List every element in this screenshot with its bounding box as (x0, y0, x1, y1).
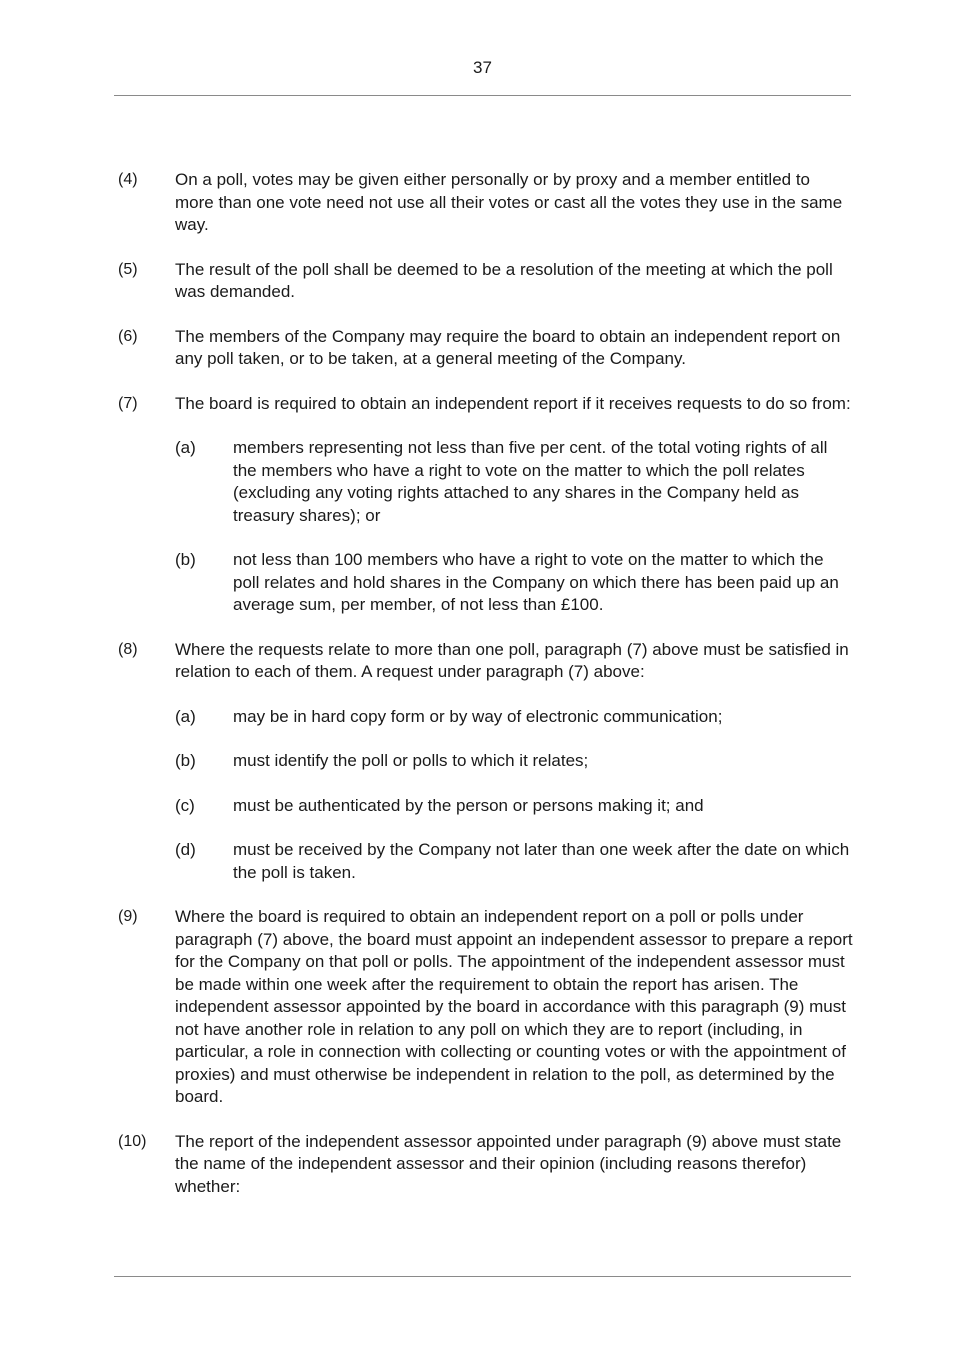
paragraph-text: The members of the Company may require the board to obtain an independent report on any poll taken, or to be taken, at a general meeting of the Company. (175, 326, 841, 368)
subparagraph-text: not less than 100 members who have a right to vote on the matter to which the poll relates and hold shares in the Company on which there has been paid up an average sum, per member, of not less than £100. (233, 550, 839, 614)
header-rule (114, 95, 851, 96)
paragraph-10 (118, 1131, 853, 1199)
footer-rule (114, 1276, 851, 1277)
subparagraph-text: may be in hard copy form or by way of electronic communication; (233, 706, 723, 726)
paragraph-number: (8) (118, 640, 138, 658)
subparagraph-7b (175, 549, 853, 617)
paragraph-5 (118, 259, 853, 304)
paragraph-number: (10) (118, 1132, 147, 1150)
paragraph-number: (7) (118, 394, 138, 412)
paragraph-9 (118, 906, 853, 1109)
paragraph-text: Where the board is required to obtain an independent report on a poll or polls under paragraph (7) above, the board must appoint an independent assessor to prepare a report for the Company on that poll or polls. The appointment of the independent assessor must be made within one week after the requirement to obtain the report has arisen. The independent assessor appointed by the board in accordance with this paragraph (9) must not have another role in relation to any poll on which they are to report (including, in particular, a role in connection with collecting or counting votes or with the appointment of proxies) and must otherwise be independent in relation to the poll, as determined by the board. (175, 907, 853, 1106)
document-body (118, 169, 853, 1220)
subparagraph-letter: (a) (175, 706, 196, 726)
paragraph-text: The report of the independent assessor appointed under paragraph (9) above must state the name of the independent assessor and their opinion (including reasons therefor) whether: (175, 1131, 842, 1196)
subparagraph-8a (175, 706, 853, 729)
subparagraph-8c (175, 795, 853, 818)
subparagraph-letter: (a) (175, 438, 196, 457)
paragraph-6 (118, 326, 853, 371)
paragraph-text: The result of the poll shall be deemed to be a resolution of the meeting at which the poll was demanded. (175, 259, 833, 301)
subparagraph-8b (175, 750, 853, 773)
page-number: 37 (473, 58, 492, 77)
subparagraph-text: members representing not less than five per cent. of the total voting rights of all the members who have a right to vote on the matter to which the poll relates (excluding any voting rights attached to any shares in the Company held as treasury shares); or (233, 438, 828, 525)
subparagraph-letter: (b) (175, 751, 196, 770)
paragraph-number: (4) (118, 171, 138, 188)
paragraph-number: (6) (118, 327, 138, 345)
subparagraph-text: must be authenticated by the person or persons making it; and (233, 795, 704, 815)
subparagraph-letter: (c) (175, 795, 195, 815)
subparagraph-7a (175, 437, 853, 527)
paragraph-text: Where the requests relate to more than one poll, paragraph (7) above must be satisfied in relation to each of them. A request under paragraph (7) above: (175, 639, 849, 681)
paragraph-7 (118, 393, 853, 617)
paragraph-number: (9) (118, 908, 138, 925)
subparagraph-letter: (d) (175, 840, 196, 859)
paragraph-text: On a poll, votes may be given either personally or by proxy and a member entitled to more than one vote need not use all their votes or cast all the votes they use in the same way. (175, 170, 843, 234)
paragraph-8 (118, 639, 853, 885)
paragraph-number: (5) (118, 260, 138, 278)
paragraph-4 (118, 169, 853, 237)
subparagraph-text: must identify the poll or polls to which it relates; (233, 751, 589, 770)
subparagraph-text: must be received by the Company not later than one week after the date on which the poll is taken. (233, 840, 850, 882)
subparagraph-8d (175, 839, 853, 884)
subparagraph-letter: (b) (175, 550, 196, 569)
paragraph-text: The board is required to obtain an independent report if it receives requests to do so from: (175, 393, 851, 413)
